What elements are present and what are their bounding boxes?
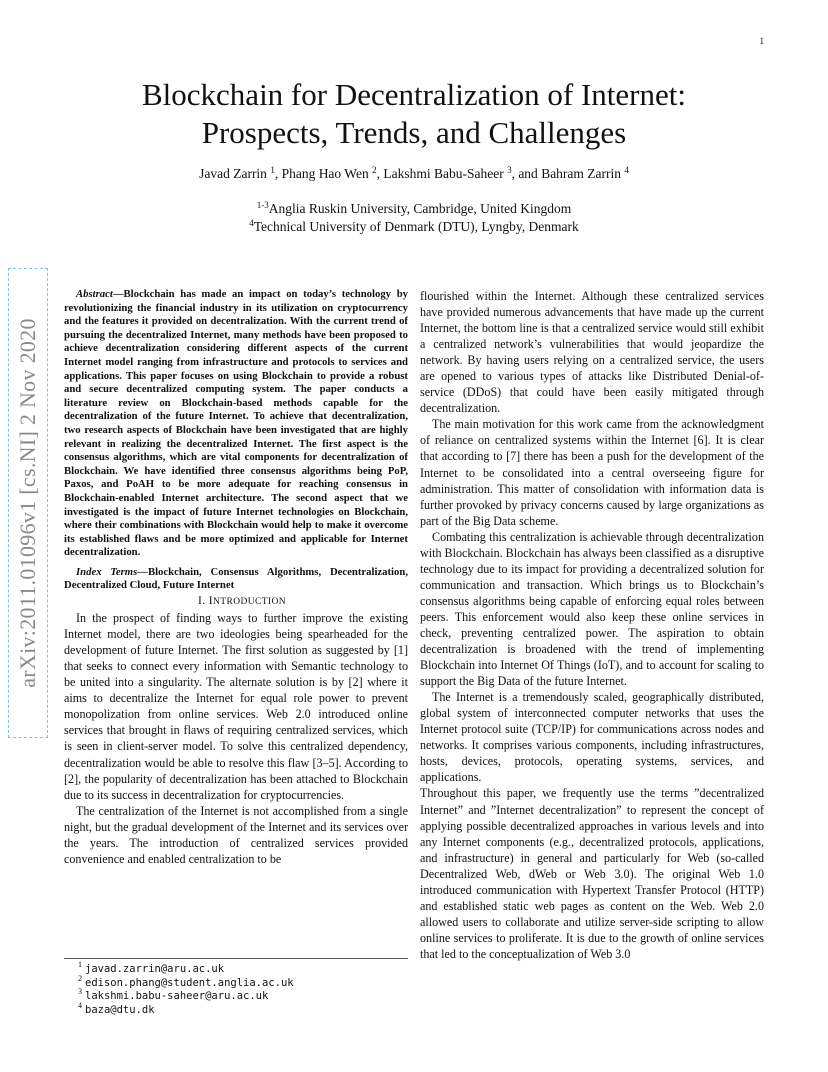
body-paragraph: flourished within the Internet. Although these centralized services have provided numerous advancements that have made up the current Internet, the bottom line is that a centralized service would still exhibit a centralized network’s vulnerabilities that would jeopardize the network. By having users relying on a centralized service, the users are opened to various types of attacks like Distributed Denial-of-service (DDoS) that could have been easily mitigated through decentralization. — [420, 289, 764, 416]
footnote-mark: 2 — [78, 973, 82, 983]
affiliation-text: Technical University of Denmark (DTU), Lyngby, Denmark — [253, 219, 579, 234]
title-line-2: Prospects, Trends, and Challenges — [201, 115, 627, 150]
body-paragraph: Throughout this paper, we frequently use the terms ”decentralized Internet” and ”Internet decentralization” to represent the concept of applying possible decentralized approaches in various levels and into any Internet components (e.g., decentralized protocols, applications, and infrastructure) in general and particularly for Web (so-called Decentralized Web, dWeb or Web 3.0). The original Web 1.0 introduced communication with Hypertext Transfer Protocol (HTTP) and established static web pages as content on the Web. Web 2.0 allowed users to collaborate and utilize server-side scripting to allow online services to proliferate. It is due to the growth of online services that led to the conceptualization of Web 3.0 — [420, 786, 764, 961]
footnote-email-link[interactable]: baza@dtu.dk — [85, 1003, 155, 1016]
author-separator: , — [376, 166, 384, 181]
author-mark: 4 — [624, 165, 629, 175]
title-line-1: Blockchain for Decentralization of Internet: — [142, 77, 686, 112]
index-terms-label: Index Terms — [76, 565, 138, 578]
affiliation-text: Anglia Ruskin University, Cambridge, United Kingdom — [268, 201, 572, 216]
author-name: Phang Hao Wen — [281, 166, 369, 181]
section-initial: I — [208, 595, 213, 608]
section-title-rest: NTRODUCTION — [213, 597, 287, 608]
section-heading-introduction — [64, 593, 408, 610]
footnote-mark: 3 — [78, 987, 82, 996]
author-separator: , — [274, 166, 282, 181]
right-column — [420, 288, 764, 962]
body-paragraph: The main motivation for this work came from the acknowledgment of reliance on centralized systems within the Internet [6]. It is clear that according to [7] there has been a push for the development of the Internet to be consolidated into a central overseeing figure for administration. This matter of consolidation with information data is further provoked by privacy concerns caused by large organizations as part of the Big Data scheme. — [420, 417, 764, 528]
footnote — [64, 1000, 408, 1018]
left-column — [64, 288, 408, 867]
footnote-email-link[interactable]: lakshmi.babu-saheer@aru.ac.uk — [85, 990, 269, 1002]
arxiv-stamp — [8, 268, 48, 738]
abstract-text: —Blockchain has made an impact on today’s technology by revolutionizing the financial industry in its utilization on cryptocurrency and the features it provided on decentralization. With the current trend of pursuing the decentralized Internet, many methods have been proposed to achieve decentralization considering different aspects of the current Internet model ranging from infrastructure and protocols to services and applications. This paper focuses on using Blockchain to provide a robust and secure decentralized computing system. The paper conducts a literature review on Blockchain-based methods capable for the decentralization of the future Internet. To achieve that decentralization, two research aspects of Blockchain have been investigated that are highly relevant in realizing the decentralized Internet. The first aspect is the consensus algorithms, which are vital components for decentralization of Blockchain. We have identified three consensus algorithms being PoP, Paxos, and PoAH to be more adequate for reaching consensus in Blockchain-enabled Internet architecture. The second aspect that we investigated is the impact of future Internet technologies on Blockchain, where their combinations with Blockchain would help to make it overcome its established flaws and be more optimized and applicable for Internet decentralization. — [64, 288, 408, 559]
body-paragraph: Combating this centralization is achievable through decentralization with Blockchain. Blockchain has always been classified as a disruptive technology due to its impact for providing a decentralized solution for communication and transaction. Which brings us to Blockchain’s consensus algorithms being capable of enforcing equal roles between peers. This enforcement would also keep these online services in check, preventing centralized power. The aspiration to obtain decentralization is broadened with the trend of implementing Blockchain into Internet Of Things (IoT), and to account for scaling to support the Big Data of the future Internet. — [420, 529, 764, 689]
body-paragraph: The centralization of the Internet is not accomplished from a single night, but the gradual development of the Internet and its services over the years. The introduction of centralized services provided convenience and enabled centralization to be — [64, 803, 408, 866]
affiliation-mark: 4 — [249, 218, 254, 228]
affiliation-mark: 1-3 — [256, 200, 269, 210]
affiliations — [0, 200, 828, 236]
author-name: Javad Zarrin — [199, 166, 267, 181]
author-mark: 1 — [270, 165, 275, 175]
paper-title — [0, 76, 828, 152]
author-name: Bahram Zarrin — [541, 166, 622, 181]
abstract-label: Abstract — [76, 288, 113, 300]
affiliation-line — [0, 218, 828, 236]
body-paragraph: In the prospect of finding ways to further improve the existing Internet model, there are two ideologies being spearheaded for the development of future Internet. The first solution as suggested by [1] that seeks to connect every information with Semantic technology to be united into a singularity. The alternate solution is by [2] where it aims to decentralize the Internet for equal role power to prevent monopolization from online services. Web 2.0 introduced online services that brought in flaws of requiring centralized services, which is seen in client-server model. To solve this centralized dependency, decentralization would be able to resolve this flaw [3–5]. According to [2], the popularity of decentralization has been attached to Blockchain due to its success in decentralization for cryptocurrencies. — [64, 611, 408, 802]
author-list — [0, 166, 828, 182]
index-terms — [64, 566, 408, 593]
author-mark: 3 — [507, 165, 512, 175]
abstract — [64, 288, 408, 560]
author-separator: , and — [511, 166, 542, 181]
footnote — [64, 987, 408, 1004]
footnote — [64, 960, 408, 977]
footnote-mark: 1 — [78, 960, 82, 969]
arxiv-stamp-text: arXiv:2011.01096v1 [cs.NI] 2 Nov 2020 — [15, 318, 40, 688]
section-numeral: I. — [197, 595, 209, 608]
affiliation-line — [0, 200, 828, 218]
body-paragraph: The Internet is a tremendously scaled, geographically distributed, global system of interconnected computer networks that uses the Internet protocol suite (TCP/IP) for communications across nodes and networks. It comprises various components, including infrastructures, hosts, devices, protocols, operating systems, services, and applications. — [420, 690, 764, 785]
index-terms-text: —Blockchain, Consensus Algorithms, Decentralization, Decentralized Cloud, Future Internet — [64, 565, 408, 592]
author-mark: 2 — [372, 165, 377, 175]
footnote — [64, 973, 408, 991]
footnotes — [64, 958, 408, 1017]
author-name: Lakshmi Babu-Saheer — [383, 166, 504, 181]
page-number: 1 — [759, 36, 764, 46]
footnote-email-link[interactable]: javad.zarrin@aru.ac.uk — [85, 963, 225, 975]
footnote-email-link[interactable]: edison.phang@student.anglia.ac.uk — [85, 976, 294, 989]
footnote-mark: 4 — [78, 1000, 82, 1010]
